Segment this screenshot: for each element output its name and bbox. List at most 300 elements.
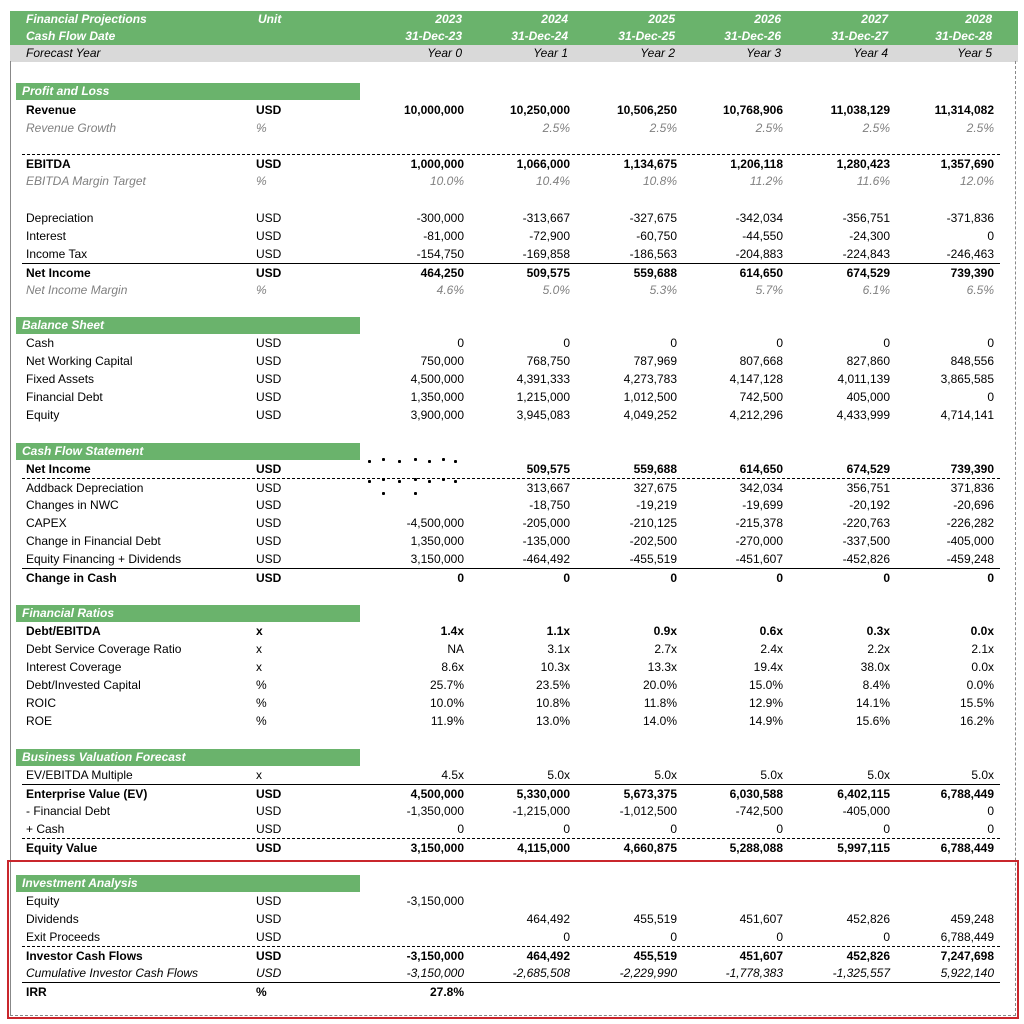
header-unit: Unit: [258, 12, 282, 26]
row-value: 0: [457, 822, 464, 836]
row-value: 11.2%: [749, 174, 783, 188]
row-unit: %: [256, 174, 267, 188]
table-row: [22, 227, 1000, 245]
row-label: Net Income Margin: [26, 283, 128, 297]
row-value: 3.1x: [547, 642, 570, 656]
row-value: 742,500: [739, 390, 783, 404]
placeholder-dot: [442, 478, 445, 481]
section-investment-analysis: Investment Analysis: [16, 875, 360, 892]
row-value: 509,575: [526, 266, 570, 280]
row-unit: USD: [256, 211, 282, 225]
row-unit: x: [256, 660, 262, 674]
row-value: 11,038,129: [830, 103, 890, 117]
row-value: 10.4%: [535, 174, 570, 188]
row-value: -19,219: [636, 498, 677, 512]
row-unit: USD: [256, 372, 282, 386]
row-value: 0: [776, 336, 783, 350]
row-value: 3,865,585: [940, 372, 994, 386]
row-label: EV/EBITDA Multiple: [26, 768, 133, 782]
row-value: 4,391,333: [516, 372, 570, 386]
row-value: 4,115,000: [517, 841, 570, 855]
table-row: [22, 281, 1000, 299]
row-value: 0: [987, 822, 994, 836]
row-value: 5.0%: [542, 283, 570, 297]
row-value: 8.4%: [862, 678, 890, 692]
row-label: EBITDA: [26, 157, 71, 171]
table-row: [22, 263, 1000, 282]
header-date: 31-Dec-28: [935, 29, 992, 43]
row-unit: USD: [256, 266, 282, 280]
row-unit: x: [256, 624, 263, 638]
row-value: 0: [987, 390, 994, 404]
table-row: [22, 838, 1000, 857]
row-value: -327,675: [629, 211, 677, 225]
table-row: [22, 568, 1000, 587]
row-value: 15.6%: [855, 714, 890, 728]
placeholder-dot: [428, 460, 431, 463]
row-value: 0: [883, 571, 890, 585]
placeholder-dots: [366, 458, 462, 498]
table-row: [22, 209, 1000, 227]
row-value: 2.5%: [966, 121, 994, 135]
row-value: 405,000: [846, 390, 890, 404]
row-value: -3,150,000: [406, 966, 464, 980]
row-label: Addback Depreciation: [26, 481, 144, 495]
header-row-dates: [10, 28, 1018, 45]
row-value: 0: [987, 804, 994, 818]
table-row: [22, 676, 1000, 694]
header-date: 31-Dec-26: [724, 29, 781, 43]
row-value: 2.5%: [862, 121, 890, 135]
row-value: 38.0x: [860, 660, 890, 674]
row-label: ROE: [26, 714, 53, 728]
table-row: [22, 172, 1000, 190]
row-value: -270,000: [735, 534, 783, 548]
row-value: 4,049,252: [623, 408, 677, 422]
row-label: Net Working Capital: [26, 354, 133, 368]
row-unit: USD: [256, 229, 282, 243]
row-value: 3,900,000: [410, 408, 464, 422]
row-value: -2,229,990: [619, 966, 677, 980]
row-label: + Cash: [26, 822, 65, 836]
row-value: -337,500: [842, 534, 890, 548]
row-value: -405,000: [946, 534, 994, 548]
row-value: 6,030,588: [729, 787, 783, 801]
row-value: 356,751: [846, 481, 890, 495]
header-title: Financial Projections: [26, 12, 147, 26]
row-value: 0: [987, 336, 994, 350]
row-unit: x: [256, 642, 262, 656]
row-label: Cash: [26, 336, 55, 350]
table-row: [22, 658, 1000, 676]
row-value: 4,433,999: [836, 408, 890, 422]
row-value: 6,788,449: [940, 841, 994, 855]
row-value: 452,826: [846, 912, 890, 926]
row-value: 4,500,000: [410, 372, 464, 386]
row-label: Income Tax: [26, 247, 88, 261]
row-value: 6,788,449: [940, 787, 994, 801]
row-value: -742,500: [735, 804, 783, 818]
row-value: -224,843: [842, 247, 890, 261]
row-value: 848,556: [950, 354, 994, 368]
row-value: 10.0%: [429, 696, 464, 710]
row-value: 2.5%: [755, 121, 783, 135]
row-value: 0: [563, 571, 570, 585]
row-value: -215,378: [735, 516, 783, 530]
row-unit: %: [256, 985, 267, 999]
row-value: 464,492: [526, 912, 570, 926]
row-value: -204,883: [735, 247, 783, 261]
row-unit: %: [256, 714, 267, 728]
row-unit: x: [256, 768, 262, 782]
row-value: 23.5%: [535, 678, 570, 692]
row-value: 1,280,423: [836, 157, 890, 171]
row-value: 1.1x: [546, 624, 570, 638]
row-value: -72,900: [529, 229, 570, 243]
table-row: [22, 334, 1000, 352]
row-value: -44,550: [742, 229, 783, 243]
row-value: 739,390: [950, 462, 994, 476]
row-value: 313,667: [526, 481, 570, 495]
table-row: [22, 245, 1000, 263]
row-label: IRR: [26, 985, 47, 999]
row-value: 1,134,675: [623, 157, 677, 171]
section-financial-ratios: Financial Ratios: [16, 605, 360, 622]
row-unit: USD: [256, 408, 282, 422]
row-value: 0: [776, 822, 783, 836]
placeholder-dot: [398, 460, 401, 463]
row-unit: USD: [256, 157, 282, 171]
row-value: 2.2x: [867, 642, 890, 656]
row-value: 3,150,000: [410, 841, 464, 855]
row-value: 14.1%: [855, 696, 890, 710]
row-value: 10,000,000: [403, 103, 464, 117]
placeholder-dot: [382, 492, 385, 495]
row-unit: USD: [256, 390, 282, 404]
row-value: 455,519: [633, 949, 677, 963]
row-value: 4,660,875: [623, 841, 677, 855]
row-value: -3,150,000: [406, 949, 464, 963]
row-value: 2.5%: [542, 121, 570, 135]
row-value: -135,000: [522, 534, 570, 548]
table-row: [22, 352, 1000, 370]
row-label: Interest: [26, 229, 67, 243]
section-business-valuation: Business Valuation Forecast: [16, 749, 360, 766]
row-value: 19.4x: [753, 660, 783, 674]
row-value: 0: [883, 822, 890, 836]
row-label: Changes in NWC: [26, 498, 119, 512]
row-value: 5.0x: [760, 768, 783, 782]
row-value: -205,000: [522, 516, 570, 530]
table-row: [22, 478, 1000, 497]
row-value: 5,922,140: [940, 966, 994, 980]
row-value: 13.3x: [647, 660, 677, 674]
row-unit: USD: [256, 516, 282, 530]
table-row: [22, 154, 1000, 173]
table-row: [22, 640, 1000, 658]
row-value: 0.0x: [971, 660, 994, 674]
row-value: -202,500: [629, 534, 677, 548]
row-value: -169,858: [522, 247, 570, 261]
table-row: [22, 119, 1000, 137]
table-row: [22, 784, 1000, 803]
row-value: 5,330,000: [516, 787, 570, 801]
row-value: 559,688: [633, 462, 677, 476]
row-label: Change in Cash: [26, 571, 117, 585]
row-value: 0.0x: [970, 624, 994, 638]
row-value: -246,463: [946, 247, 994, 261]
row-value: 5.0x: [867, 768, 890, 782]
row-value: -18,750: [529, 498, 570, 512]
row-value: 20.0%: [642, 678, 677, 692]
placeholder-dot: [414, 478, 417, 481]
row-value: 452,826: [846, 949, 890, 963]
row-value: 1,215,000: [516, 390, 570, 404]
row-value: 8.6x: [441, 660, 464, 674]
row-value: -20,696: [953, 498, 994, 512]
row-value: 5.0x: [971, 768, 994, 782]
row-value: -451,607: [735, 552, 783, 566]
section-profit-and-loss: Profit and Loss: [16, 83, 360, 100]
row-value: 10,250,000: [509, 103, 570, 117]
row-value: -210,125: [629, 516, 677, 530]
row-value: 2.7x: [654, 642, 677, 656]
row-label: Depreciation: [26, 211, 94, 225]
row-unit: %: [256, 121, 267, 135]
row-value: 14.0%: [642, 714, 677, 728]
row-unit: USD: [256, 804, 282, 818]
row-value: 327,675: [633, 481, 677, 495]
row-value: 459,248: [950, 912, 994, 926]
row-unit: USD: [256, 336, 282, 350]
row-value: -220,763: [842, 516, 890, 530]
row-value: 6,402,115: [837, 787, 890, 801]
row-value: 14.9%: [748, 714, 783, 728]
row-value: 10.3x: [540, 660, 570, 674]
row-value: 15.0%: [748, 678, 783, 692]
header-year: 2024: [541, 12, 568, 26]
row-value: 10,506,250: [616, 103, 677, 117]
row-label: EBITDA Margin Target: [26, 174, 146, 188]
row-value: 10,768,906: [722, 103, 783, 117]
row-label: Equity Value: [26, 841, 98, 855]
row-value: 11.9%: [430, 714, 464, 728]
section-balance-sheet: Balance Sheet: [16, 317, 360, 334]
row-value: 464,492: [526, 949, 570, 963]
table-row: [22, 496, 1000, 514]
row-value: 827,860: [846, 354, 890, 368]
row-value: 1,350,000: [410, 390, 464, 404]
row-value: -154,750: [416, 247, 464, 261]
header-year: 2028: [965, 12, 992, 26]
header-year: 2023: [435, 12, 462, 26]
row-label: Debt/Invested Capital: [26, 678, 141, 692]
row-label: CAPEX: [26, 516, 67, 530]
row-value: -3,150,000: [406, 894, 464, 908]
row-unit: USD: [256, 787, 282, 801]
placeholder-dot: [382, 478, 385, 481]
header-year: 2026: [754, 12, 781, 26]
row-value: -464,492: [522, 552, 570, 566]
row-label: Investor Cash Flows: [26, 949, 143, 963]
row-value: -313,667: [522, 211, 570, 225]
row-value: -226,282: [946, 516, 994, 530]
header-forecast-year: Forecast Year: [26, 46, 101, 60]
row-value: -356,751: [842, 211, 890, 225]
row-value: 0: [457, 336, 464, 350]
row-value: 3,150,000: [410, 552, 464, 566]
row-unit: USD: [256, 552, 282, 566]
row-label: Enterprise Value (EV): [26, 787, 148, 801]
row-value: -459,248: [946, 552, 994, 566]
row-value: 11.6%: [856, 174, 890, 188]
header-year: 2027: [861, 12, 888, 26]
row-value: 12.9%: [748, 696, 783, 710]
row-value: 4.5x: [441, 768, 464, 782]
header-forecast: Year 5: [957, 46, 992, 60]
row-label: Equity: [26, 894, 60, 908]
header-forecast: Year 4: [853, 46, 888, 60]
row-unit: USD: [256, 894, 282, 908]
row-value: 0: [776, 571, 783, 585]
row-value: 614,650: [739, 462, 783, 476]
table-row: [22, 532, 1000, 550]
row-unit: USD: [256, 534, 282, 548]
row-value: 342,034: [739, 481, 783, 495]
header-date: 31-Dec-24: [511, 29, 568, 43]
row-value: 0.0%: [966, 678, 994, 692]
row-label: Debt/EBITDA: [26, 624, 101, 638]
row-value: [364, 119, 464, 137]
table-row: [22, 550, 1000, 568]
row-value: 1,350,000: [410, 534, 464, 548]
placeholder-dot: [368, 480, 371, 483]
row-value: -455,519: [629, 552, 677, 566]
row-value: -4,500,000: [406, 516, 464, 530]
row-label: Interest Coverage: [26, 660, 122, 674]
placeholder-dot: [454, 480, 457, 483]
row-value: 1,000,000: [410, 157, 464, 171]
row-unit: USD: [256, 912, 282, 926]
row-value: 509,575: [526, 462, 570, 476]
row-value: 5,673,375: [623, 787, 677, 801]
row-value: 0: [883, 336, 890, 350]
row-value: 2.1x: [971, 642, 994, 656]
row-value: 7,247,698: [940, 949, 994, 963]
investment-analysis-highlight: [7, 860, 1019, 1019]
row-value: 6,788,449: [940, 930, 994, 944]
table-row: [22, 820, 1000, 838]
row-value: -186,563: [629, 247, 677, 261]
row-value: 4,147,128: [729, 372, 783, 386]
row-unit: USD: [256, 841, 282, 855]
row-value: 10.8%: [642, 174, 677, 188]
table-row: [22, 460, 1000, 478]
row-label: Equity: [26, 408, 60, 422]
placeholder-dot: [382, 458, 385, 461]
row-value: 4,212,296: [729, 408, 783, 422]
table-row: [22, 406, 1000, 424]
row-value: 6.1%: [862, 283, 890, 297]
row-value: 6.5%: [966, 283, 994, 297]
row-value: 4,273,783: [623, 372, 677, 386]
row-value: 3,945,083: [516, 408, 570, 422]
row-value: -20,192: [849, 498, 890, 512]
row-value: 4,500,000: [410, 787, 464, 801]
row-value: 559,688: [633, 266, 677, 280]
row-value: 1,206,118: [730, 157, 783, 171]
row-value: 5.0x: [654, 768, 677, 782]
header-forecast: Year 2: [640, 46, 675, 60]
row-unit: USD: [256, 966, 282, 980]
row-value: 0: [670, 930, 677, 944]
row-value: 16.2%: [959, 714, 994, 728]
row-value: 807,668: [739, 354, 783, 368]
header-forecast: Year 1: [533, 46, 568, 60]
row-value: -60,750: [636, 229, 677, 243]
row-value: 5.3%: [649, 283, 677, 297]
row-value: -371,836: [946, 211, 994, 225]
row-value: 5,288,088: [729, 841, 783, 855]
row-value: 451,607: [739, 912, 783, 926]
row-label: Dividends: [26, 912, 79, 926]
header-row-forecast: [10, 45, 1018, 62]
row-label: Change in Financial Debt: [26, 534, 161, 548]
placeholder-dot: [454, 460, 457, 463]
row-value: 15.5%: [959, 696, 994, 710]
row-label: Fixed Assets: [26, 372, 95, 386]
row-unit: USD: [256, 247, 282, 261]
row-value: -19,699: [742, 498, 783, 512]
row-value: -24,300: [849, 229, 890, 243]
table-row: [22, 802, 1000, 820]
header-cash-flow-date: Cash Flow Date: [26, 29, 116, 43]
table-row: [22, 370, 1000, 388]
row-value: 12.0%: [959, 174, 994, 188]
row-value: 11,314,082: [934, 103, 994, 117]
row-value: 27.8%: [429, 985, 464, 999]
row-value: 0: [670, 822, 677, 836]
table-row: [22, 694, 1000, 712]
row-unit: USD: [256, 481, 282, 495]
header-row-title: [10, 11, 1018, 28]
row-unit: %: [256, 696, 267, 710]
table-row: [22, 514, 1000, 532]
row-value: 768,750: [526, 354, 570, 368]
row-value: -300,000: [416, 211, 464, 225]
row-value: 0: [457, 571, 464, 585]
row-value: -342,034: [735, 211, 783, 225]
row-value: -81,000: [423, 229, 464, 243]
row-value: -1,325,557: [832, 966, 890, 980]
row-label: Cumulative Investor Cash Flows: [26, 966, 199, 980]
row-value: 0: [987, 571, 994, 585]
row-value: 5,997,115: [837, 841, 890, 855]
row-value: 464,250: [420, 266, 464, 280]
table-row: [22, 622, 1000, 640]
row-value: 0: [563, 822, 570, 836]
placeholder-dot: [442, 458, 445, 461]
row-unit: USD: [256, 822, 282, 836]
row-value: 674,529: [846, 462, 890, 476]
row-value: 739,390: [950, 266, 994, 280]
row-value: 5.7%: [755, 283, 783, 297]
row-value: -1,215,000: [512, 804, 570, 818]
row-value: 1,066,000: [516, 157, 570, 171]
row-label: - Financial Debt: [26, 804, 111, 818]
row-value: 10.8%: [535, 696, 570, 710]
placeholder-dot: [368, 460, 371, 463]
